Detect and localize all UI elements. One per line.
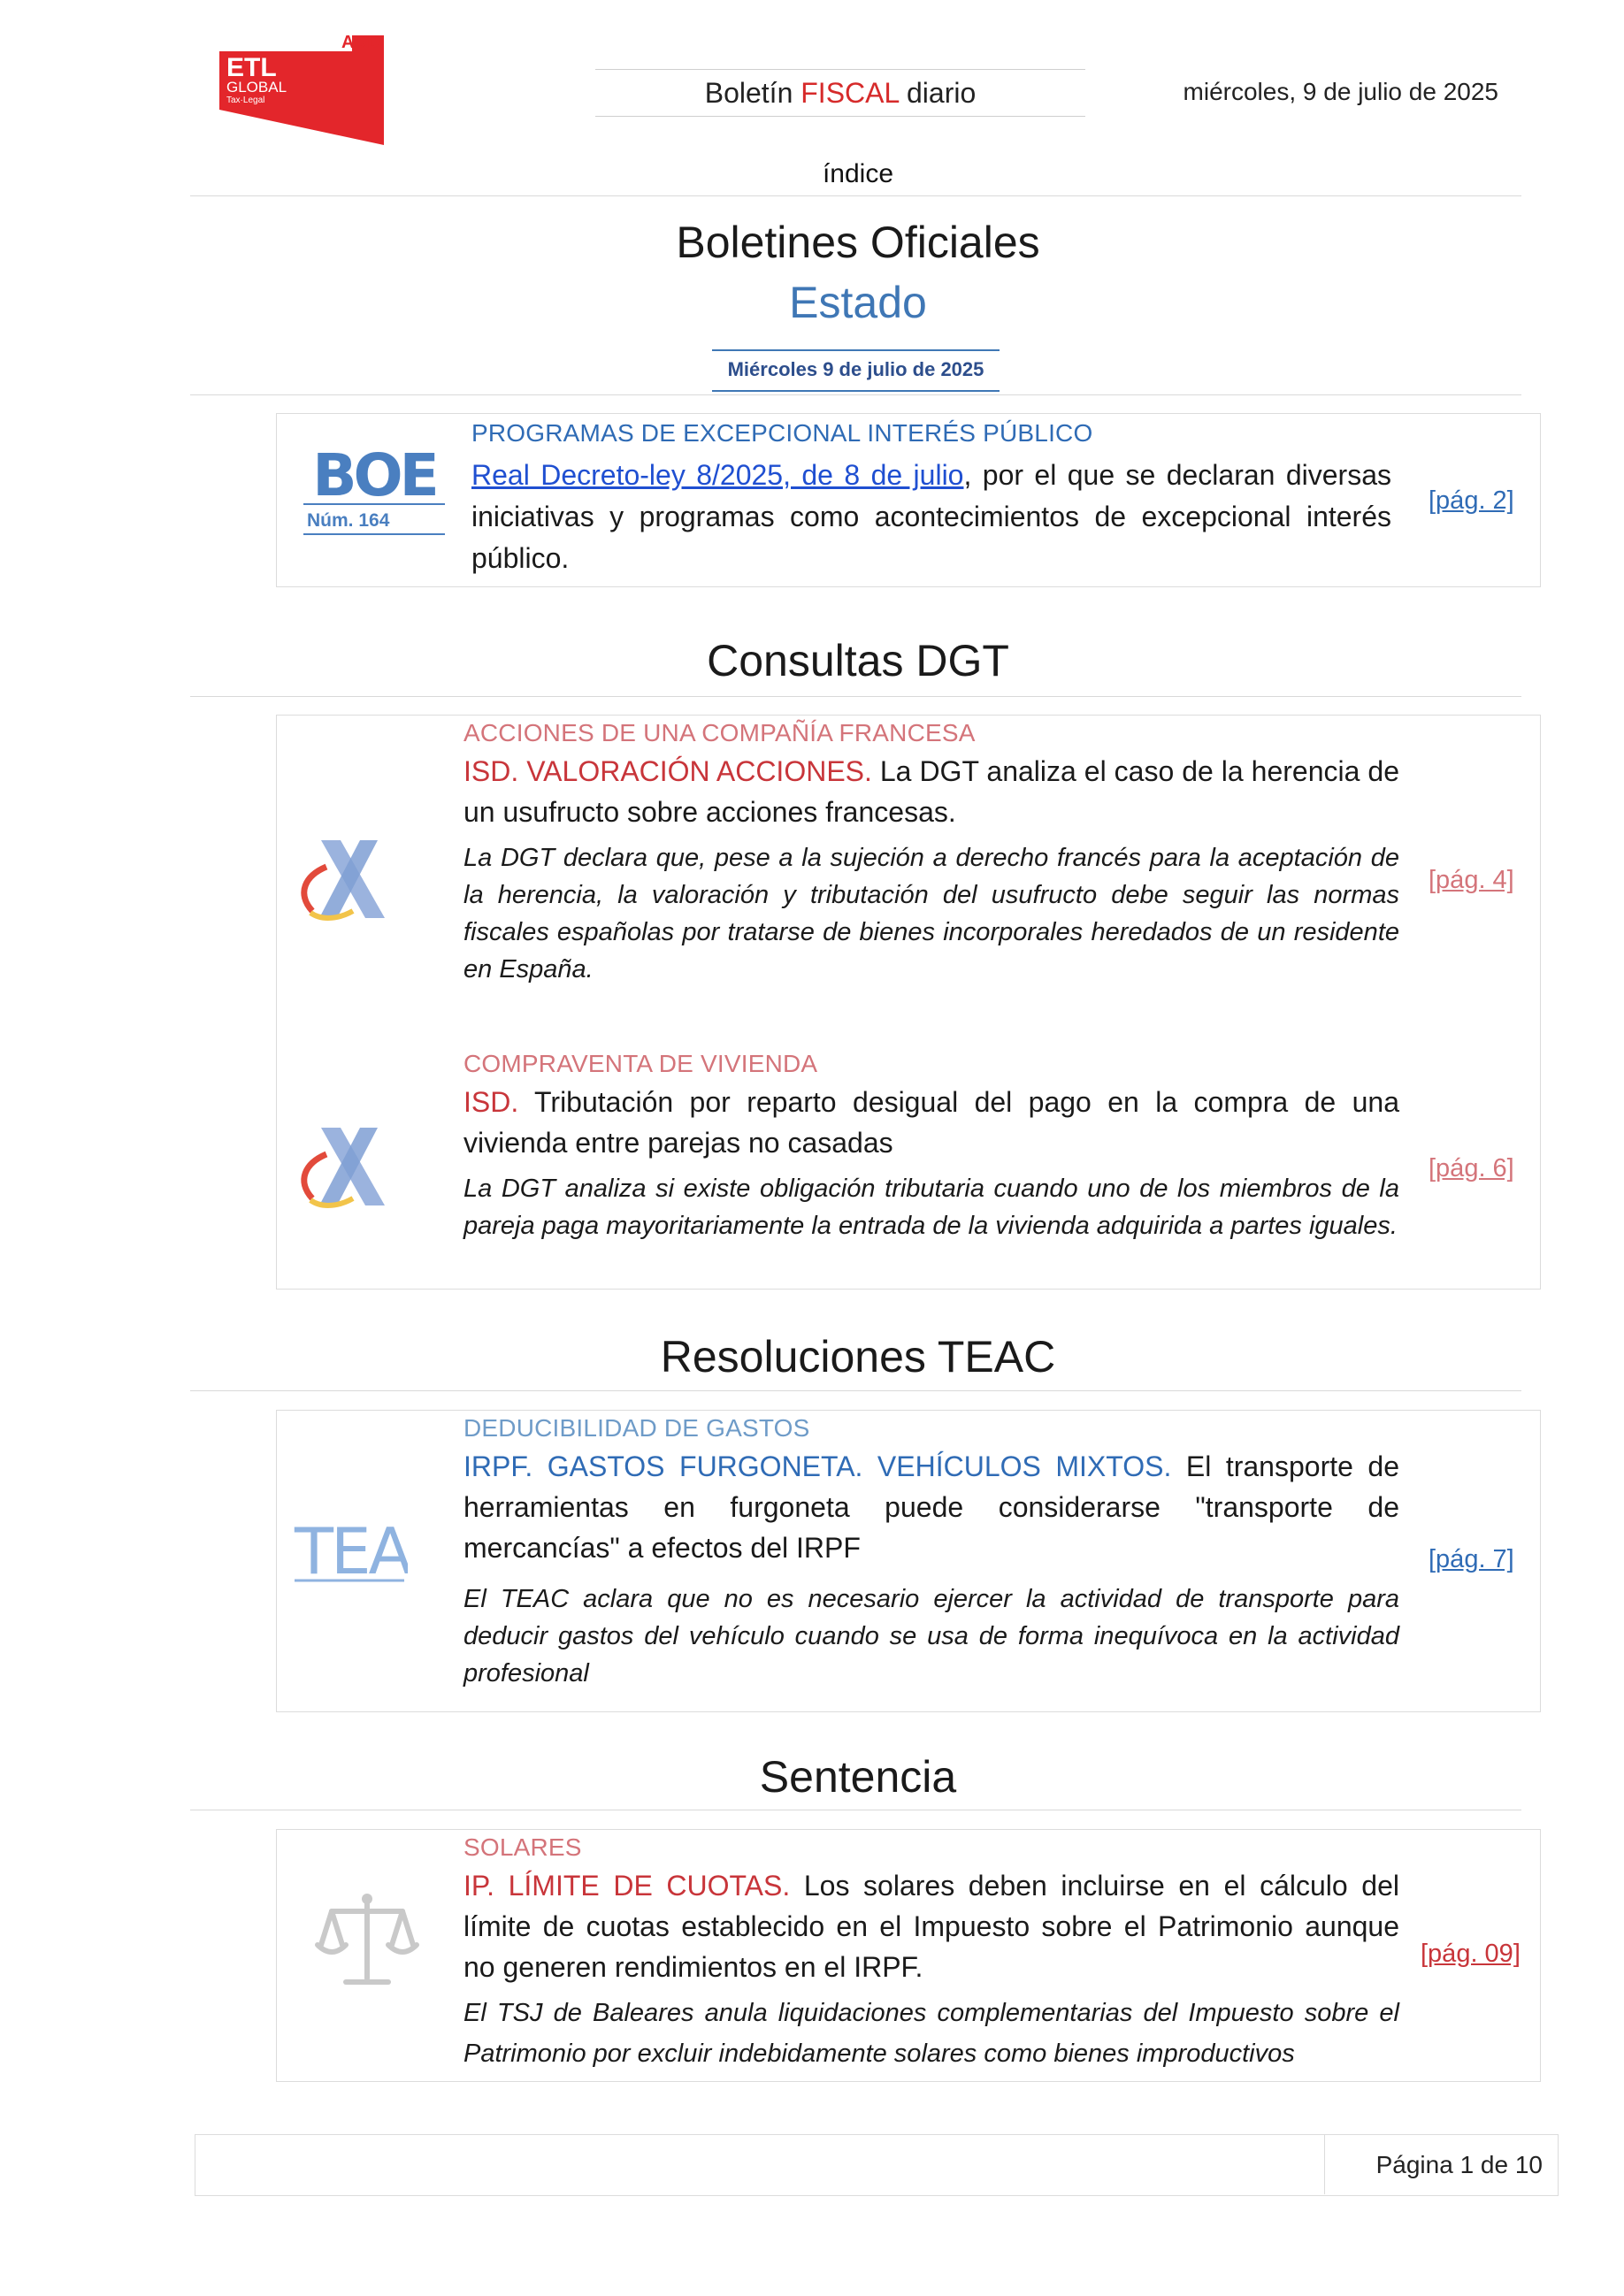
section-title-boletines: Boletines Oficiales [676,218,1040,267]
logo-add-text: ADD [341,35,380,52]
page-link-09[interactable]: [pág. 09] [1421,1940,1521,1968]
section-subtitle-estado: Estado [789,278,927,327]
teac-item-lead: IRPF. GASTOS FURGONETA. VEHÍCULOS MIXTOS. [463,1450,1172,1482]
boe-item-text [471,455,1391,579]
teac-card [276,1410,1541,1712]
logo-global-text: GLOBAL [226,79,287,96]
page-link-4[interactable]: [pág. 4] [1429,866,1514,894]
dgt-item2-desc: Tributación por reparto desigual del pago en la compra de una vivienda entre parejas no casadas [463,1086,1399,1159]
dgt-item1-summary: La DGT declara que, pese a la sujeción a derecho francés para la aceptación de la herencia, la valoración y tributación del usufructo debe seguir las normas fiscales españolas por tratarse de bienes incorporales heredados de un residente en España. [463,844,1399,983]
teac-item-desc: El transporte de herramientas en furgoneta puede considerarse "transporte de mercancías" a efectos del IRPF [463,1450,1400,1564]
dgt-item2-lead: ISD. [463,1086,519,1118]
page-link-6[interactable]: [pág. 6] [1429,1154,1514,1182]
page-link-2[interactable]: [pág. 2] [1429,486,1514,515]
section-title-teac: Resoluciones TEAC [660,1332,1056,1381]
footer-divider [1324,2134,1325,2194]
index-heading: índice [822,159,894,188]
section-title-sentencia: Sentencia [759,1752,957,1802]
bulletin-date: miércoles, 9 de julio de 2025 [1183,78,1498,105]
sentencia-item-lead: IP. LÍMITE DE CUOTAS. [463,1870,791,1902]
divider [190,1390,1521,1391]
bulletin-title-post: diario [899,77,977,109]
section-title-dgt: Consultas DGT [707,636,1009,685]
boe-logo [303,449,445,538]
bulletin-title [595,69,1085,117]
dgt-item2-text [463,1082,1399,1163]
boe-date-box: Miércoles 9 de julio de 2025 [712,349,1000,392]
dgt-item1-text [463,751,1399,832]
divider [190,394,1521,395]
dgt-item2-tag: COMPRAVENTA DE VIVIENDA [463,1050,818,1077]
teac-logo [293,1515,408,1586]
divider [190,195,1521,196]
agencia-tributaria-icon [296,835,394,923]
sentencia-item-desc: Los solares deben incluirse en el cálculo del límite de cuotas establecido en el Impuesto sobre el Patrimonio aunque no generen rendimientos en el IRPF. [463,1870,1400,1983]
divider [190,696,1521,697]
teac-item-summary: El TEAC aclara que no es necesario ejercer la actividad de transporte para deducir gastos del vehículo cuando se usa de forma inequívoca en la actividad profesional [463,1585,1399,1688]
boe-item-desc: , por el que se declaran diversas iniciativas y programas como acontecimientos de excepcional interés público. [471,459,1392,574]
dgt-item1-tag: ACCIONES DE UNA COMPAÑÍA FRANCESA [463,719,976,746]
dgt-item1-lead: ISD. VALORACIÓN ACCIONES. [463,755,872,787]
sentencia-item-summary: El TSJ de Baleares anula liquidaciones complementarias del Impuesto sobre el Patrimonio por excluir indebidamente solares como bienes improductivos [463,1999,1399,2068]
logo-taxlegal-text: Tax·Legal [226,96,265,105]
boe-item-tag: PROGRAMAS DE EXCEPCIONAL INTERÉS PÚBLICO [471,419,1093,447]
dgt-item1-desc: La DGT analiza el caso de la herencia de un usufructo sobre acciones francesas. [463,755,1400,828]
bulletin-title-pre: Boletín [704,77,801,109]
dgt-card [276,715,1541,1290]
footer [195,2134,1559,2196]
agencia-tributaria-icon [296,1122,394,1211]
boe-number: Núm. 164 [307,510,390,531]
sentencia-card [276,1829,1541,2082]
teac-logo-text: TEA [295,1515,408,1586]
sentencia-item-tag: SOLARES [463,1833,582,1861]
sentencia-item-text [463,1865,1399,1987]
boe-card [276,413,1541,587]
page-number: Página 1 de 10 [1375,2151,1543,2178]
scales-of-justice-icon [314,1890,420,1996]
etl-global-logo [219,35,384,145]
real-decreto-link[interactable]: Real Decreto-ley 8/2025, de 8 de julio [471,459,964,491]
teac-item-text [463,1446,1399,1568]
dgt-item2-summary: La DGT analiza si existe obligación tributaria cuando uno de los miembros de la pareja paga mayoritariamente la entrada de la vivienda adquirida a partes iguales. [463,1175,1399,1240]
teac-item-tag: DEDUCIBILIDAD DE GASTOS [463,1414,810,1442]
bulletin-title-fiscal: FISCAL [801,77,900,109]
logo-etl-text: ETL [226,53,277,82]
page-link-7[interactable]: [pág. 7] [1429,1545,1514,1573]
boe-logo-text: BOE [312,449,436,509]
